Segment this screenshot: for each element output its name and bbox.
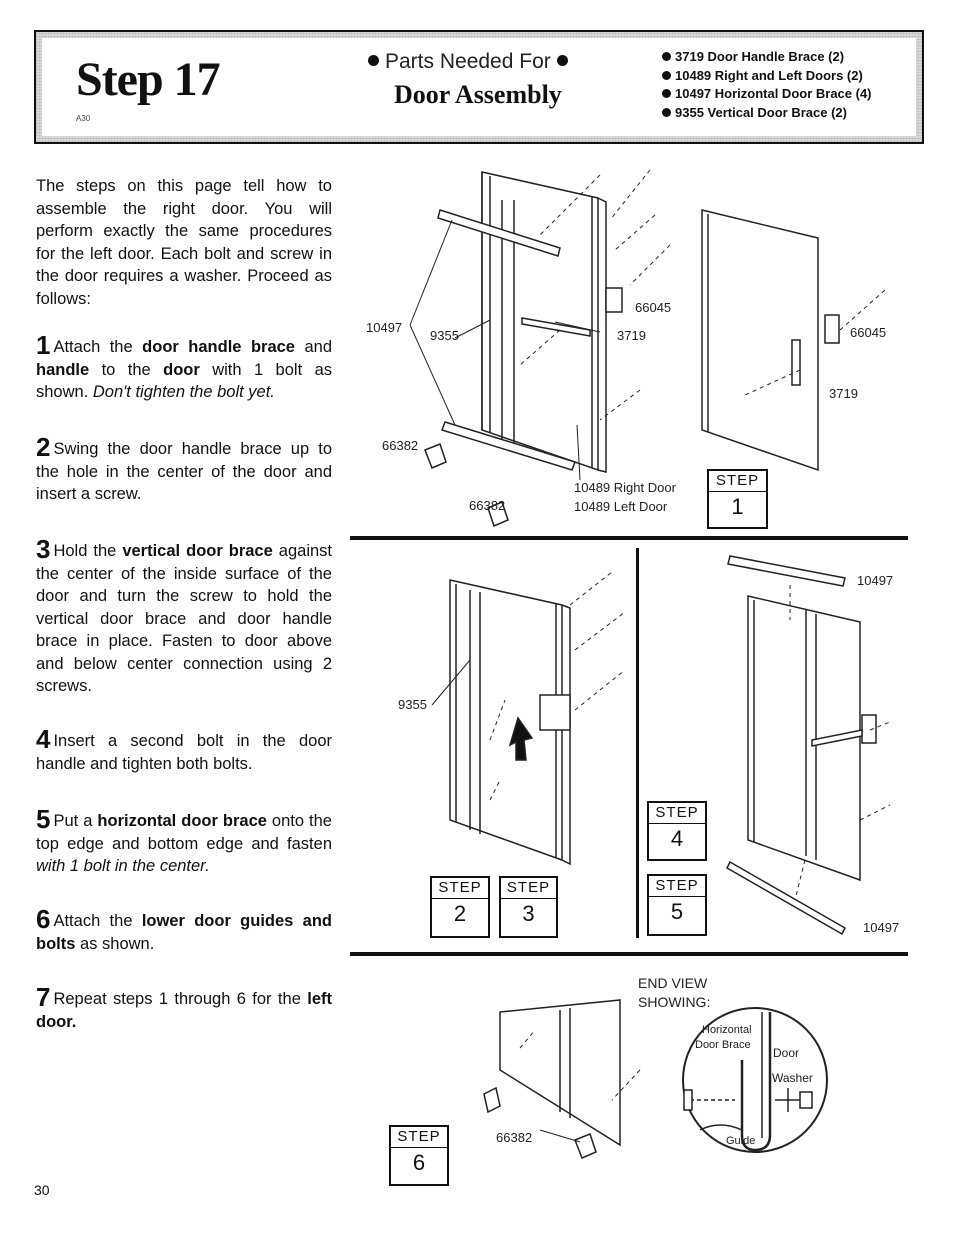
end-view-label: Door: [773, 1046, 800, 1060]
step-box-2: STEP 2: [430, 876, 490, 938]
part-callout: 66045: [635, 300, 672, 315]
instruction-step-7: 7 Repeat steps 1 through 6 for the left door.: [36, 982, 332, 1031]
part-callout: 10497: [366, 320, 403, 335]
door-panel-left: [702, 210, 839, 470]
end-view-label: Washer: [772, 1071, 813, 1085]
assembly-name: Door Assembly: [394, 80, 562, 109]
instruction-step-2: 2 Swing the door handle brace up to the hole in the center of the door and insert a screw.: [36, 432, 332, 503]
step-box-5: STEP 5: [647, 874, 707, 936]
end-view-label: Guide: [726, 1135, 756, 1147]
intro-paragraph: The steps on this page tell how to assemble the right door. You will perform exactly the same procedures for the left door. Each bolt and screw in the door requires a washer. Proceed as follows:: [36, 177, 332, 308]
part-callout: 9355: [398, 697, 427, 712]
step-box-4: STEP 4: [647, 801, 707, 861]
part-callout: 66045: [850, 325, 887, 340]
end-view-label: Door Brace: [695, 1039, 751, 1051]
part-callout: 9355: [430, 328, 459, 343]
instruction-step-5: 5 Put a horizontal door brace onto the top edge and bottom edge and fasten with 1 bolt in the center.: [36, 804, 332, 875]
part-callout: 66382: [382, 438, 419, 453]
parts-list-item: 10497 Horizontal Door Brace (4): [662, 85, 872, 104]
instruction-step-1: 1 Attach the door handle brace and handle to the door with 1 bolt as shown. Don't tighten the bolt yet.: [36, 330, 332, 401]
step-box-6: STEP 6: [389, 1125, 449, 1186]
instruction-step-6: 6 Attach the lower door guides and bolts as shown.: [36, 904, 333, 953]
part-callout: 66382: [469, 498, 506, 513]
part-callout: 3719: [829, 386, 858, 401]
part-callout: 10497: [863, 920, 900, 935]
end-view-label: Horizontal: [702, 1024, 752, 1036]
parts-list-item: 10489 Right and Left Doors (2): [662, 67, 872, 86]
part-callout: 10489 Left Door: [574, 499, 668, 514]
section-divider: [350, 952, 908, 956]
part-callout: 3719: [617, 328, 646, 343]
page-number: 30: [34, 1182, 50, 1198]
part-callout: 10497: [857, 573, 894, 588]
end-view-title: END VIEW: [638, 975, 708, 991]
part-callout: 66382: [496, 1130, 533, 1145]
step-box-1: STEP 1: [707, 469, 768, 529]
parts-list-item: 9355 Vertical Door Brace (2): [662, 104, 872, 123]
parts-list-item: 3719 Door Handle Brace (2): [662, 48, 872, 67]
step-box-3: STEP 3: [499, 876, 558, 938]
section-divider: [636, 548, 639, 938]
end-view-title: SHOWING:: [638, 994, 711, 1010]
step-title: Step 17: [76, 53, 220, 106]
door-panel-step-4-5: [727, 556, 876, 934]
parts-needed-label: Parts Needed For: [385, 50, 551, 73]
part-callout: 10489 Right Door: [574, 480, 676, 495]
instruction-step-4: 4 Insert a second bolt in the door handle and tighten both bolts.: [36, 724, 332, 773]
instruction-step-3: 3 Hold the vertical door brace against the center of the inside surface of the door and turn the screw to hold the vertical door brace and door handle brace in place. Fasten to door above and below center connection using 2 screws.: [36, 534, 332, 695]
door-panel-step-2-3: [450, 580, 570, 864]
section-divider: [350, 536, 908, 540]
step-code: A30: [76, 114, 91, 123]
